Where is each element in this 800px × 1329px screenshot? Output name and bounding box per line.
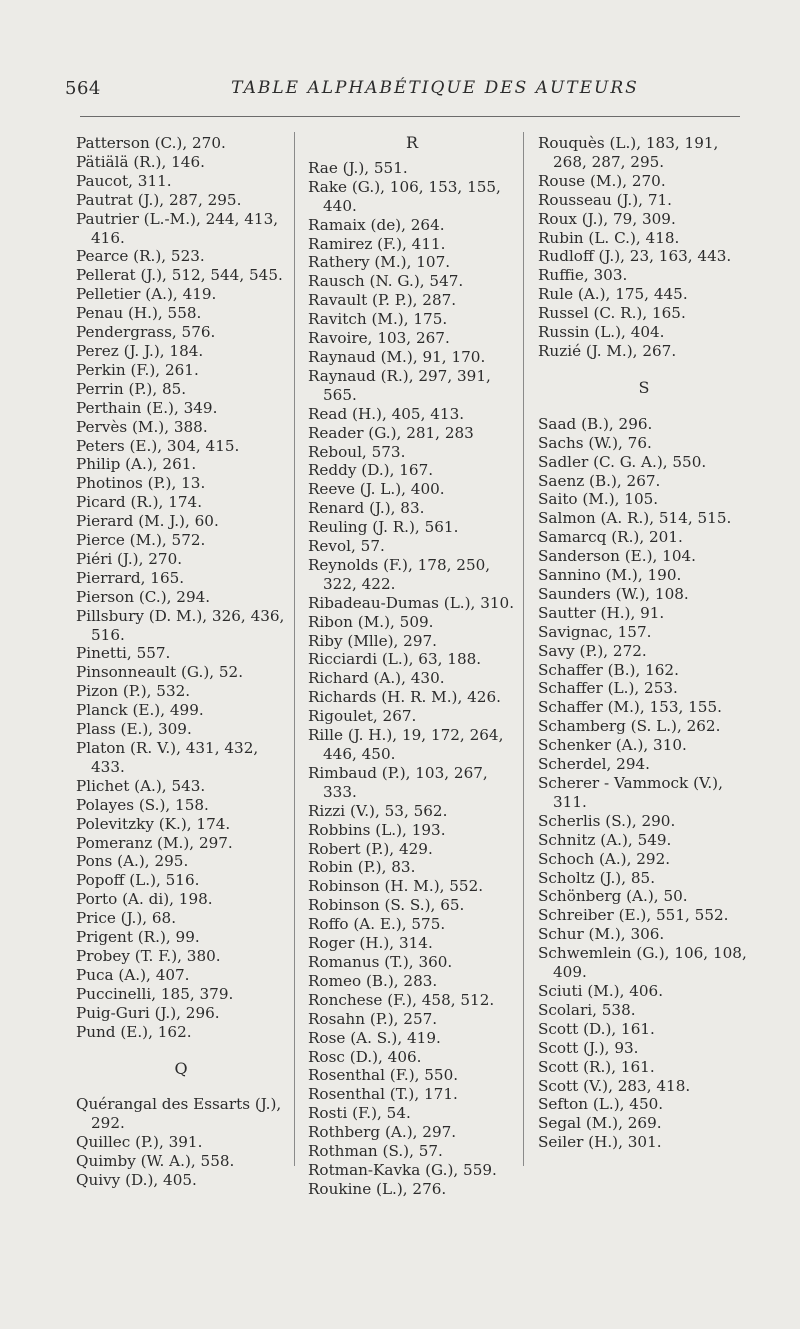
- index-entry: Russin (L.), 404.: [538, 323, 665, 342]
- index-entry: Rouquès (L.), 183, 191, 268, 287, 295.: [538, 134, 719, 171]
- index-entry: Puca (A.), 407.: [76, 965, 190, 984]
- index-entry: Rigoulet, 267.: [308, 707, 417, 726]
- index-entry: Raynaud (R.), 297, 391, 565.: [308, 366, 491, 404]
- index-entry: Quérangal des Essarts (J.), 292.: [76, 1095, 282, 1133]
- index-entry: Schönberg (A.), 50.: [538, 887, 688, 906]
- index-entry: Robbins (L.), 193.: [308, 820, 446, 839]
- running-title: TABLE ALPHABÉTIQUE DES AUTEURS: [231, 78, 639, 98]
- index-entry: Perrin (P.), 85.: [76, 379, 187, 398]
- index-entry: Pautrier (L.-M.), 244, 413, 416.: [76, 209, 279, 247]
- index-entry: Schaffer (M.), 153, 155.: [538, 698, 722, 717]
- index-entry: Roukine (L.), 276.: [308, 1179, 447, 1198]
- index-entry: Rille (J. H.), 19, 172, 264, 446, 450.: [308, 726, 504, 763]
- index-entry: Saito (M.), 105.: [538, 490, 659, 509]
- index-entry: Ravitch (M.), 175.: [308, 310, 448, 329]
- index-entry: Richards (H. R. M.), 426.: [308, 688, 501, 707]
- index-entry: Peters (E.), 304, 415.: [76, 436, 240, 455]
- index-entry: Pierce (M.), 572.: [76, 531, 206, 550]
- index-entry: Pätiälä (R.), 146.: [76, 152, 205, 171]
- index-entry: Scherdel, 294.: [538, 755, 650, 774]
- index-column-1: [76, 134, 286, 1190]
- column-divider: [294, 132, 295, 1166]
- index-entry: Probey (T. F.), 380.: [76, 946, 221, 965]
- index-entry: Reuling (J. R.), 561.: [308, 518, 459, 537]
- index-entry: Ribon (M.), 509.: [308, 612, 434, 631]
- index-entry: Rosahn (P.), 257.: [308, 1009, 438, 1028]
- index-entry: Scott (J.), 93.: [538, 1038, 639, 1057]
- index-entry: Scott (R.), 161.: [538, 1057, 655, 1076]
- index-entry: Quillec (P.), 391.: [76, 1133, 203, 1152]
- index-entry: Rudloff (J.), 23, 163, 443.: [538, 247, 732, 266]
- index-entry: Philip (A.), 261.: [76, 455, 197, 474]
- index-entry: Raynaud (M.), 91, 170.: [308, 347, 486, 366]
- index-entry: Scherer - Vammock (V.), 311.: [538, 774, 723, 811]
- index-entry: Perkin (F.), 261.: [76, 360, 199, 379]
- index-entry: Schreiber (E.), 551, 552.: [538, 906, 729, 925]
- index-entry: Polevitzky (K.), 174.: [76, 814, 231, 833]
- index-entry: Roffo (A. E.), 575.: [308, 915, 446, 934]
- index-entry: Sadler (C. G. A.), 550.: [538, 452, 707, 471]
- index-entry: Salmon (A. R.), 514, 515.: [538, 509, 732, 528]
- index-entry: Porto (A. di), 198.: [76, 890, 213, 909]
- index-entry: Quimby (W. A.), 558.: [76, 1152, 235, 1171]
- index-entry: Schnitz (A.), 549.: [538, 830, 672, 849]
- index-entry: Robinson (S. S.), 65.: [308, 896, 465, 915]
- index-entry: Perez (J. J.), 184.: [76, 341, 204, 360]
- index-entry: Piéri (J.), 270.: [76, 549, 183, 568]
- index-entry: Read (H.), 405, 413.: [308, 404, 465, 423]
- index-entry: Rimbaud (P.), 103, 267, 333.: [308, 763, 488, 801]
- index-entry: Scott (D.), 161.: [538, 1019, 655, 1038]
- index-entry: Scherlis (S.), 290.: [538, 811, 676, 830]
- index-entry: Rose (A. S.), 419.: [308, 1028, 441, 1047]
- index-entry: Rousseau (J.), 71.: [538, 190, 672, 209]
- page-header: [65, 78, 745, 102]
- index-entry: Saunders (W.), 108.: [538, 584, 689, 603]
- index-entry: Rubin (L. C.), 418.: [538, 228, 680, 247]
- index-entry: Pierard (M. J.), 60.: [76, 512, 219, 531]
- index-entry: Sachs (W.), 76.: [538, 433, 652, 452]
- index-entry: Reboul, 573.: [308, 442, 406, 461]
- index-entry: Rathery (M.), 107.: [308, 253, 451, 272]
- index-entry: Schamberg (S. L.), 262.: [538, 717, 721, 736]
- index-entry: Richard (A.), 430.: [308, 669, 445, 688]
- index-entry: Reeve (J. L.), 400.: [308, 480, 445, 499]
- index-entry: Plichet (A.), 543.: [76, 776, 206, 795]
- index-entry: Rosti (F.), 54.: [308, 1104, 411, 1123]
- index-entry: Pervès (M.), 388.: [76, 417, 208, 436]
- index-entry: Pendergrass, 576.: [76, 323, 216, 342]
- index-entry: Sefton (L.), 450.: [538, 1095, 664, 1114]
- index-entry: Segal (M.), 269.: [538, 1114, 662, 1133]
- index-entry: Saad (B.), 296.: [538, 414, 653, 433]
- index-entry: Robinson (H. M.), 552.: [308, 877, 484, 896]
- index-entry: Riby (Mlle), 297.: [308, 631, 437, 650]
- index-entry: Savignac, 157.: [538, 622, 652, 641]
- index-entry: Schenker (A.), 310.: [538, 736, 687, 755]
- index-entry: Picard (R.), 174.: [76, 493, 203, 512]
- section-letter: R: [405, 133, 419, 152]
- index-entry: Rosenthal (T.), 171.: [308, 1085, 458, 1104]
- index-entry: Sautter (H.), 91.: [538, 603, 665, 622]
- index-entry: Reddy (D.), 167.: [308, 461, 434, 480]
- index-entry: Pomeranz (M.), 297.: [76, 833, 233, 852]
- index-entry: Pillsbury (D. M.), 326, 436, 516.: [76, 606, 285, 644]
- index-entry: Roux (J.), 79, 309.: [538, 209, 676, 228]
- index-entry: Rosenthal (F.), 550.: [308, 1066, 459, 1085]
- page-number: 564: [65, 78, 101, 99]
- index-entry: Ruffie, 303.: [538, 266, 628, 285]
- index-entry: Pund (E.), 162.: [76, 1022, 192, 1041]
- index-entry: Sciuti (M.), 406.: [538, 981, 664, 1000]
- index-column-2: [308, 134, 516, 1199]
- index-entry: Sannino (M.), 190.: [538, 566, 682, 585]
- index-entry: Price (J.), 68.: [76, 909, 177, 928]
- index-entry: Ronchese (F.), 458, 512.: [308, 990, 495, 1009]
- index-entry: Ribadeau-Dumas (L.), 310.: [308, 593, 515, 612]
- index-entry: Saenz (B.), 267.: [538, 471, 661, 490]
- index-entry: Pizon (P.), 532.: [76, 682, 191, 701]
- index-entry: Rouse (M.), 270.: [538, 171, 666, 190]
- index-entry: Revol, 57.: [308, 537, 385, 556]
- index-entry: Romanus (T.), 360.: [308, 952, 453, 971]
- index-entry: Planck (E.), 499.: [76, 701, 204, 720]
- index-entry: Rotman-Kavka (G.), 559.: [308, 1160, 497, 1179]
- index-entry: Seiler (H.), 301.: [538, 1133, 662, 1152]
- index-entry: Polayes (S.), 158.: [76, 795, 209, 814]
- index-entry: Ramaix (de), 264.: [308, 215, 445, 234]
- index-entry: Ruzié (J. M.), 267.: [538, 341, 677, 360]
- index-entry: Romeo (B.), 283.: [308, 971, 438, 990]
- index-entry: Schwemlein (G.), 106, 108, 409.: [538, 944, 747, 982]
- index-entry: Reader (G.), 281, 283: [308, 423, 474, 442]
- index-entry: Pierson (C.), 294.: [76, 587, 211, 606]
- index-entry: Rothman (S.), 57.: [308, 1142, 443, 1161]
- index-entry: Photinos (P.), 13.: [76, 474, 206, 493]
- index-entry: Perthain (E.), 349.: [76, 398, 218, 417]
- section-letter: S: [638, 377, 650, 397]
- index-entry: Penau (H.), 558.: [76, 304, 202, 323]
- index-entry: Renard (J.), 83.: [308, 499, 425, 518]
- index-entry: Scholtz (J.), 85.: [538, 868, 656, 887]
- index-entry: Ramirez (F.), 411.: [308, 234, 446, 253]
- index-entry: Pellerat (J.), 512, 544, 545.: [76, 266, 283, 285]
- column-divider: [523, 132, 524, 1166]
- index-entry: Scott (V.), 283, 418.: [538, 1076, 691, 1095]
- index-entry: Rizzi (V.), 53, 562.: [308, 801, 448, 820]
- index-entry: Pautrat (J.), 287, 295.: [76, 190, 242, 209]
- index-entry: Puig-Guri (J.), 296.: [76, 1003, 220, 1022]
- index-entry: Ricciardi (L.), 63, 188.: [308, 650, 482, 669]
- index-entry: Schaffer (L.), 253.: [538, 679, 678, 698]
- index-entry: Russel (C. R.), 165.: [538, 304, 686, 323]
- index-entry: Pelletier (A.), 419.: [76, 285, 217, 304]
- index-entry: Scolari, 538.: [538, 1000, 636, 1019]
- index-entry: Schur (M.), 306.: [538, 925, 665, 944]
- index-entry: Popoff (L.), 516.: [76, 871, 200, 890]
- index-entry: Ravault (P. P.), 287.: [308, 291, 457, 310]
- index-entry: Pons (A.), 295.: [76, 852, 189, 871]
- section-letter: Q: [174, 1058, 188, 1078]
- index-entry: Pearce (R.), 523.: [76, 247, 205, 266]
- index-column-3: [538, 134, 750, 1152]
- index-entry: Roger (H.), 314.: [308, 934, 433, 953]
- index-entry: Patterson (C.), 270.: [76, 134, 226, 152]
- header-rule: [80, 116, 740, 117]
- index-entry: Ravoire, 103, 267.: [308, 329, 450, 348]
- index-entry: Pinsonneault (G.), 52.: [76, 663, 244, 682]
- index-entry: Sanderson (E.), 104.: [538, 547, 696, 566]
- index-entry: Paucot, 311.: [76, 171, 172, 190]
- index-entry: Pinetti, 557.: [76, 644, 171, 663]
- index-entry: Rausch (N. G.), 547.: [308, 272, 464, 291]
- index-entry: Plass (E.), 309.: [76, 720, 192, 739]
- index-entry: Rae (J.), 551.: [308, 158, 408, 177]
- index-entry: Pierrard, 165.: [76, 568, 185, 587]
- index-entry: Samarcq (R.), 201.: [538, 528, 683, 547]
- index-entry: Schaffer (B.), 162.: [538, 660, 679, 679]
- index-entry: Savy (P.), 272.: [538, 641, 647, 660]
- index-entry: Schoch (A.), 292.: [538, 849, 671, 868]
- index-entry: Rosc (D.), 406.: [308, 1047, 422, 1066]
- index-entry: Rake (G.), 106, 153, 155, 440.: [308, 177, 501, 215]
- index-entry: Quivy (D.), 405.: [76, 1171, 197, 1190]
- index-entry: Platon (R. V.), 431, 432, 433.: [76, 739, 259, 776]
- index-entry: Robert (P.), 429.: [308, 839, 433, 858]
- index-entry: Robin (P.), 83.: [308, 858, 416, 877]
- index-entry: Reynolds (F.), 178, 250, 322, 422.: [308, 555, 491, 593]
- index-entry: Rothberg (A.), 297.: [308, 1123, 457, 1142]
- index-entry: Puccinelli, 185, 379.: [76, 984, 234, 1003]
- index-entry: Rule (A.), 175, 445.: [538, 285, 688, 304]
- index-entry: Prigent (R.), 99.: [76, 928, 200, 947]
